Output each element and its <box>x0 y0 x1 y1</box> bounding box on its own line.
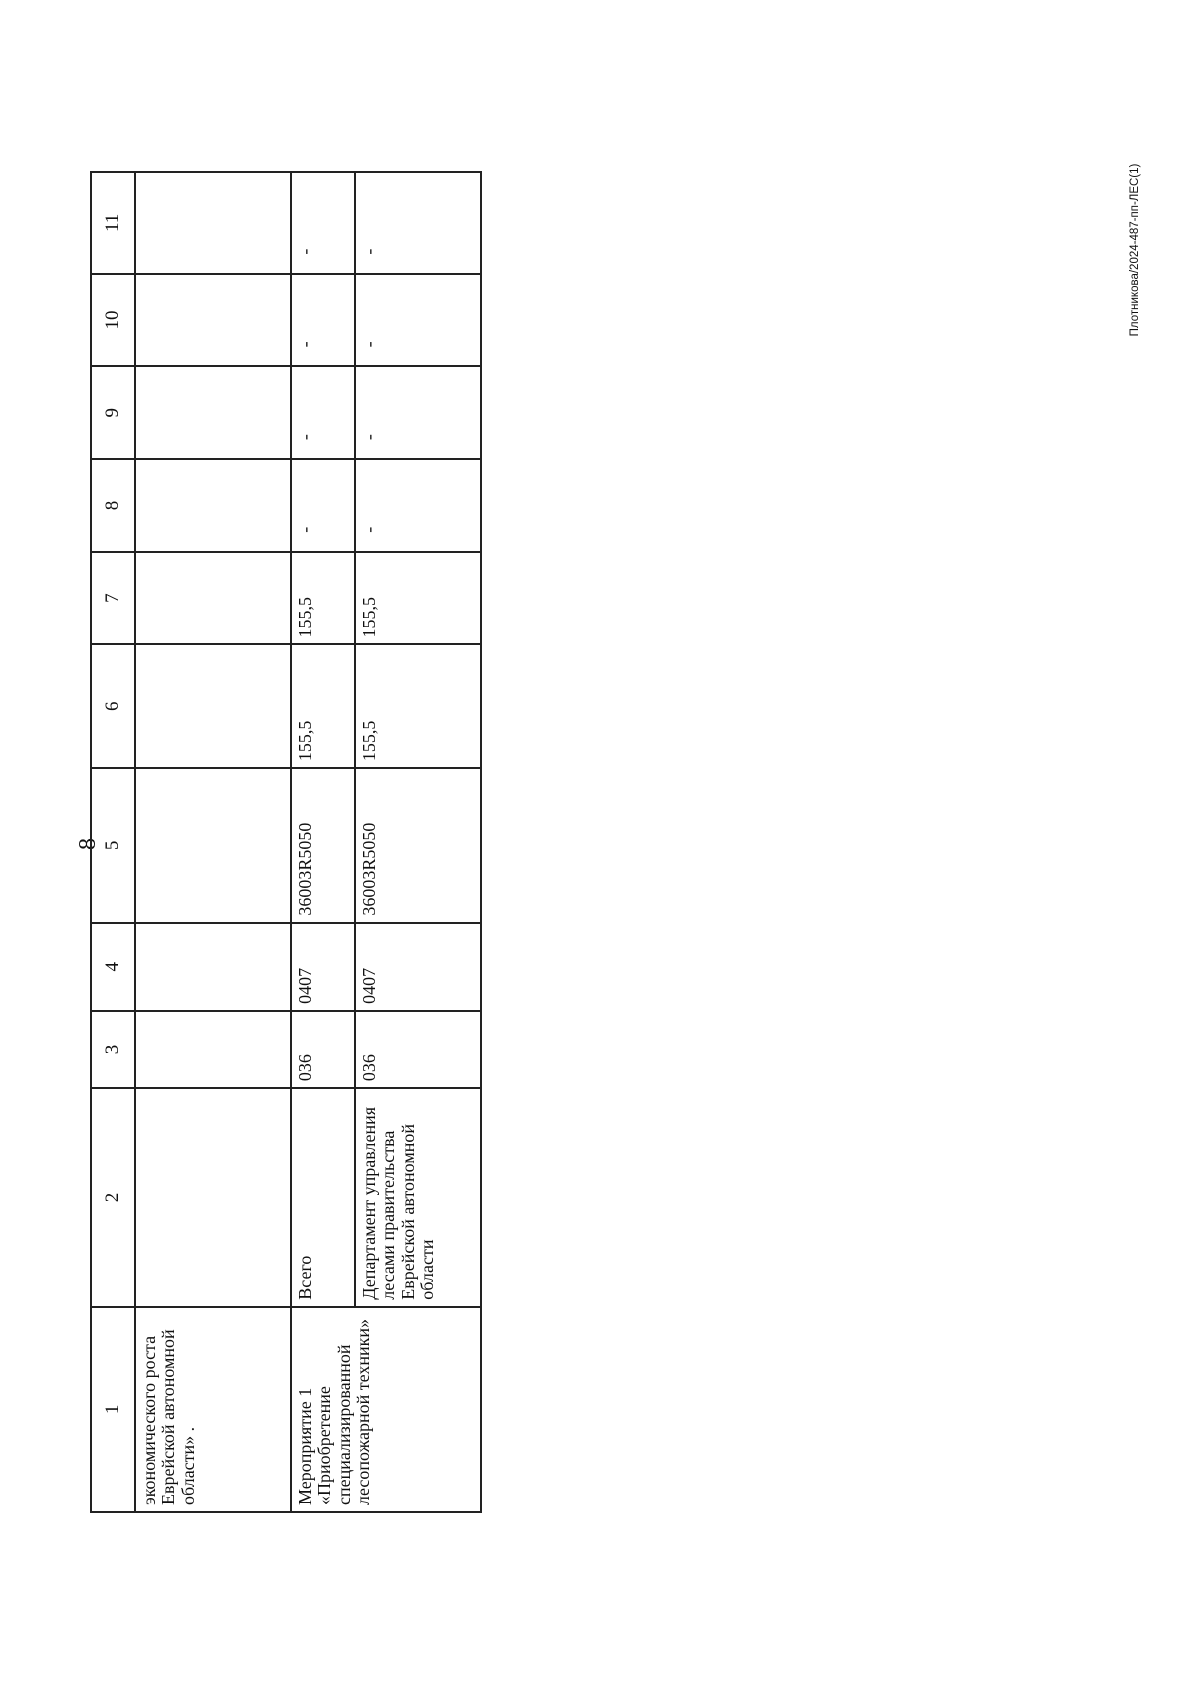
table-cell <box>135 459 291 552</box>
table-cell: экономического роста Еврейской автономной области» . <box>135 1307 291 1512</box>
header-cell: 11 <box>91 172 135 274</box>
header-cell: 5 <box>91 768 135 923</box>
program-table <box>90 171 482 1513</box>
header-cell: 9 <box>91 366 135 459</box>
table-cell <box>135 366 291 459</box>
table-cell: 0407 <box>291 923 355 1011</box>
table-cell: 36003R5050 <box>355 768 481 923</box>
table-cell <box>135 172 291 274</box>
page-number: 8 <box>75 838 101 850</box>
header-cell: 2 <box>91 1088 135 1307</box>
document-id: Плотникова/2024-487-пп-ЛЕС(1) <box>1129 163 1141 337</box>
table-cell <box>135 274 291 367</box>
header-cell: 7 <box>91 552 135 645</box>
table-cell: - <box>355 366 481 459</box>
table-cell: - <box>291 172 355 274</box>
table-cell: - <box>355 274 481 367</box>
measure-name-cell: Мероприятие 1 «Приобретение специализированной лесопожарной техники» <box>291 1307 481 1512</box>
table-cell: 155,5 <box>355 644 481 768</box>
header-cell: 4 <box>91 923 135 1011</box>
table-cell: - <box>291 274 355 367</box>
table-cell: 0407 <box>355 923 481 1011</box>
table-cell <box>135 768 291 923</box>
header-cell: 8 <box>91 459 135 552</box>
header-cell: 10 <box>91 274 135 367</box>
table-cell: 036 <box>355 1011 481 1088</box>
table-cell: 36003R5050 <box>291 768 355 923</box>
table-cell <box>135 552 291 645</box>
table-cell: Всего <box>291 1088 355 1307</box>
header-cell: 3 <box>91 1011 135 1088</box>
table-cell: - <box>355 172 481 274</box>
table-cell <box>135 644 291 768</box>
table-cell: - <box>291 366 355 459</box>
header-cell: 1 <box>91 1307 135 1512</box>
table-cell <box>135 1088 291 1307</box>
table-cell <box>135 923 291 1011</box>
table-cell: - <box>355 459 481 552</box>
table-header-row <box>91 172 135 1512</box>
table-cell <box>135 1011 291 1088</box>
table-cell: 155,5 <box>291 644 355 768</box>
table-cell: Департамент управления лесами правительства Еврейской автономной области <box>355 1088 481 1307</box>
table-cell: 155,5 <box>291 552 355 645</box>
table-cell: - <box>291 459 355 552</box>
table-row <box>291 172 355 1512</box>
table-row <box>135 172 291 1512</box>
table-cell: 155,5 <box>355 552 481 645</box>
header-cell: 6 <box>91 644 135 768</box>
table-cell: 036 <box>291 1011 355 1088</box>
